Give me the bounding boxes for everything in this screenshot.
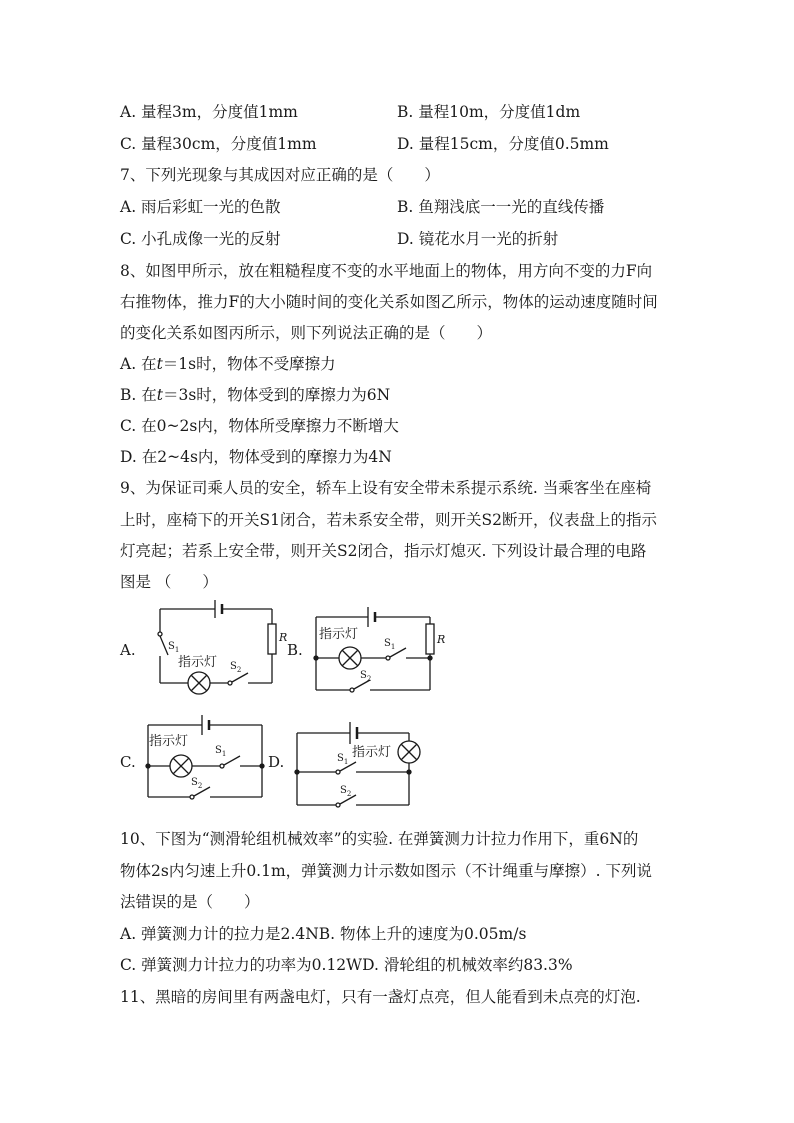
q7-option-a: A. 雨后彩虹一光的色散	[120, 198, 281, 216]
q6-option-d: D. 量程15cm，分度值0.5mm	[397, 135, 609, 153]
circuit-d	[295, 722, 420, 807]
q7-option-b: B. 鱼翔浅底一一光的直线传播	[397, 198, 605, 216]
q7-option-d: D. 镜花水月一光的折射	[397, 230, 559, 248]
switch-s2-contact-c	[190, 795, 194, 799]
s1-subscript: 1	[390, 643, 396, 651]
circuit-b-resistor-label: R	[437, 633, 446, 646]
q10-stem-line-1: 10、下图为“测滑轮组机械效率”的实验. 在弹簧测力计拉力作用下，重6N的	[120, 830, 639, 848]
circuit-d-s1-label	[337, 750, 348, 771]
circuit-d-lamp-label: 指示灯	[352, 745, 392, 760]
s2-letter: S	[340, 785, 347, 796]
circuit-c	[146, 715, 264, 799]
q8-option-b-prefix: B. 在	[120, 386, 157, 404]
circuit-b-lamp-label: 指示灯	[319, 627, 359, 642]
q8-option-d: D. 在2~4s内，物体受到的摩擦力为4N	[120, 448, 392, 466]
q9-stem-line-1: 9、为保证司乘人员的安全，轿车上设有安全带未系提示系统. 当乘客坐在座椅	[120, 479, 652, 497]
circuit-c-label: C.	[120, 753, 136, 771]
q8-stem-line-1: 8、如图甲所示，放在粗糙程度不变的水平地面上的物体，用方向不变的力F向	[120, 262, 653, 280]
circuit-a-s2-label	[230, 658, 241, 679]
s2-letter: S	[191, 777, 198, 788]
circuit-c-s1-label	[215, 742, 226, 763]
s1-letter: S	[337, 753, 344, 764]
s1-letter: S	[384, 638, 391, 649]
circuit-b-s1-label	[384, 635, 395, 656]
q6-option-b: B. 量程10m，分度值1dm	[397, 103, 581, 121]
s2-subscript: 2	[366, 675, 372, 683]
q7-option-c: C. 小孔成像一光的反射	[120, 230, 281, 248]
q7-stem: 7、下列光现象与其成因对应正确的是（ ）	[120, 166, 440, 184]
circuit-a-resistor-label: R	[279, 631, 288, 644]
s2-subscript: 2	[346, 790, 352, 798]
q6-option-a: A. 量程3m，分度值1mm	[120, 103, 298, 121]
s2-subscript: 2	[197, 782, 203, 790]
s2-letter: S	[230, 661, 237, 672]
switch-s1-blade-c	[224, 756, 240, 765]
circuit-b-label: B.	[287, 641, 303, 659]
s1-letter: S	[215, 745, 222, 756]
circuit-c-s2-label	[191, 774, 202, 795]
circuit-d-label: D.	[268, 753, 285, 771]
q6-option-c: C. 量程30cm，分度值1mm	[120, 135, 317, 153]
q8-option-b-text: ＝3s时，物体受到的摩擦力为6N	[162, 386, 391, 404]
q8-option-a-var: t	[156, 355, 163, 373]
circuit-a-lamp-label: 指示灯	[178, 655, 218, 670]
q10-options-cd: C. 弹簧测力计拉力的功率为0.12WD. 滑轮组的机械效率约83.3%	[120, 956, 573, 974]
q8-option-a-prefix: A. 在	[120, 355, 157, 373]
switch-s1-contact-c	[220, 764, 224, 768]
q8-option-b-var: t	[156, 386, 163, 404]
resistor-b	[426, 624, 434, 654]
circuit-d-s2-label	[340, 782, 351, 803]
switch-s2-contact-d	[336, 803, 340, 807]
circuit-b	[314, 607, 434, 692]
q8-stem-line-3: 的变化关系如图丙所示，则下列说法正确的是（ ）	[120, 324, 493, 342]
q11-stem-line-1: 11、黑暗的房间里有两盏电灯，只有一盏灯点亮，但人能看到未点亮的灯泡.	[120, 988, 641, 1006]
q10-stem-line-2: 物体2s内匀速上升0.1m，弹簧测力计示数如图示（不计绳重与摩擦）. 下列说	[120, 862, 653, 880]
s2-letter: S	[360, 670, 367, 681]
s2-subscript: 2	[236, 666, 242, 674]
s1-subscript: 1	[343, 758, 349, 766]
switch-s2-contact-a	[228, 681, 232, 685]
switch-s1-contact-b	[386, 656, 390, 660]
switch-s2-contact-b	[350, 688, 354, 692]
q9-stem-line-3: 灯亮起；若系上安全带，则开关S2闭合，指示灯熄灭. 下列设计最合理的电路	[120, 542, 647, 560]
s1-subscript: 1	[221, 750, 227, 758]
s1-letter: S	[168, 641, 175, 652]
s1-subscript: 1	[174, 646, 180, 654]
circuit-c-lamp-label: 指示灯	[149, 734, 189, 749]
circuit-b-s2-label	[360, 667, 371, 688]
q9-stem-line-4: 图是 （ ）	[120, 573, 218, 591]
q8-option-c: C. 在0~2s内，物体所受摩擦力不断增大	[120, 417, 399, 435]
switch-s1-blade-a	[160, 636, 168, 655]
circuit-a-label: A.	[120, 641, 136, 659]
switch-s1-contact-a	[158, 632, 162, 636]
q10-options-ab: A. 弹簧测力计的拉力是2.4NB. 物体上升的速度为0.05m/s	[120, 925, 527, 943]
resistor-a	[268, 624, 276, 654]
q9-stem-line-2: 上时，座椅下的开关S1闭合，若未系安全带，则开关S2断开，仪表盘上的指示	[120, 511, 657, 529]
q10-stem-line-3: 法错误的是（ ）	[120, 893, 260, 911]
q8-option-a-text: ＝1s时，物体不受摩擦力	[162, 355, 336, 373]
q8-stem-line-2: 右推物体，推力F的大小随时间的变化关系如图乙所示，物体的运动速度随时间	[120, 293, 658, 311]
